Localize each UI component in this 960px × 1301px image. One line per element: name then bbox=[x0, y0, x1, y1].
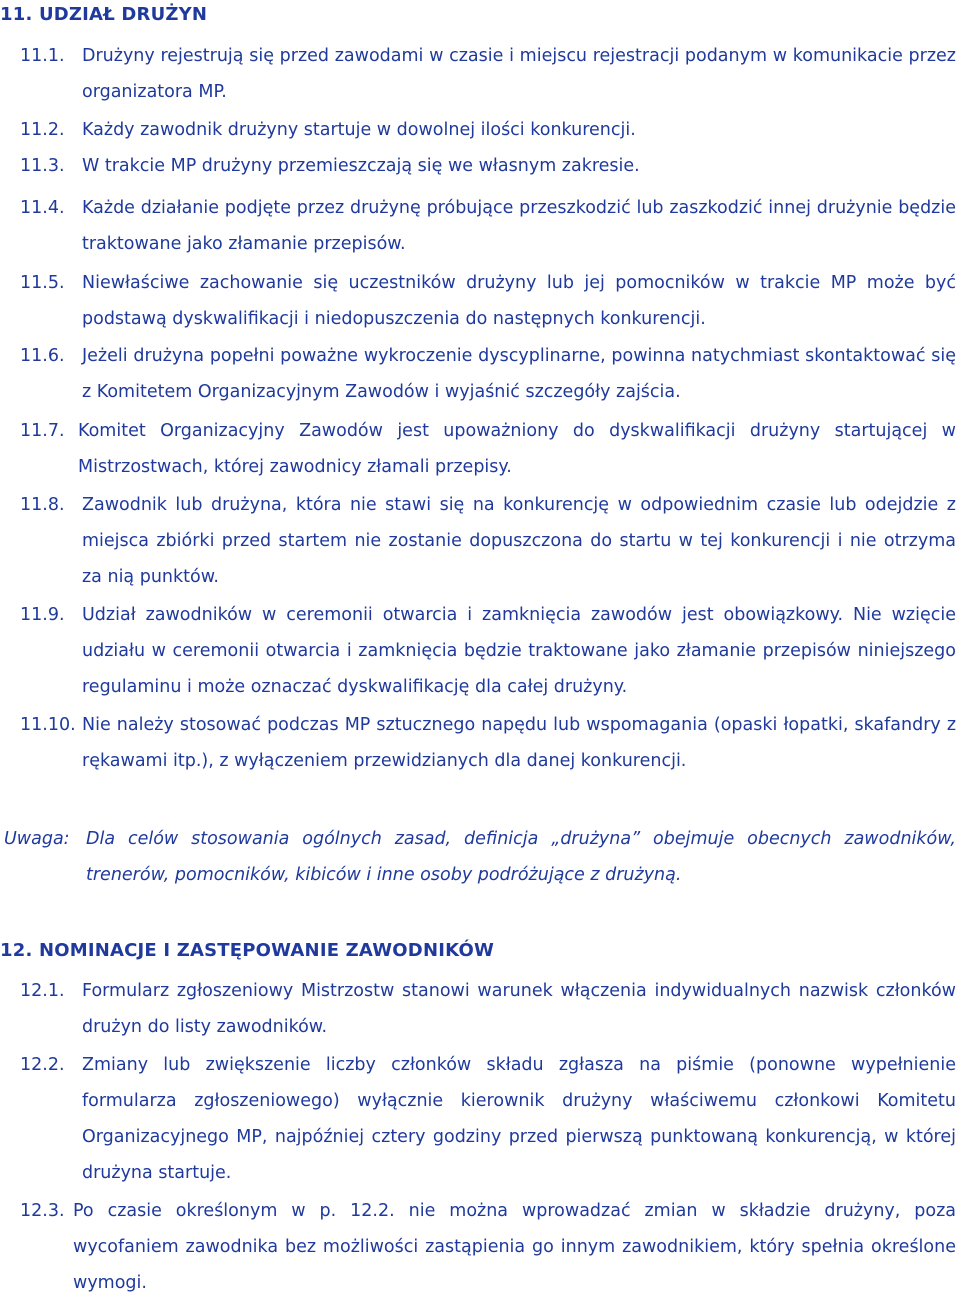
item-text: Formularz zgłoszeniowy Mistrzostw stanowi warunek włączenia indywidualnych nazwisk członków drużyn do listy zawodników. bbox=[82, 981, 956, 1037]
item-text: Komitet Organizacyjny Zawodów jest upoważniony do dyskwalifikacji drużyny startującej w Mistrzostwach, której zawodnicy złamali przepisy. bbox=[78, 421, 956, 477]
item-number: 11.1. bbox=[20, 46, 65, 66]
list-item-11-1 bbox=[20, 38, 956, 110]
item-text: Po czasie określonym w p. 12.2. nie można wprowadzać zmian w składzie drużyny, poza wycofaniem zawodnika bez możliwości zastąpienia go innym zawodnikiem, który spełnia określone wymogi. bbox=[73, 1201, 956, 1293]
item-text: Zawodnik lub drużyna, która nie stawi się na konkurencję w odpowiednim czasie lub odejdzie z miejsca zbiórki przed startem nie zostanie dopuszczona do startu w tej konkurencji i nie otrzyma za nią punktów. bbox=[82, 495, 956, 587]
item-number: 12.1. bbox=[20, 981, 65, 1001]
list-item-11-9 bbox=[20, 597, 956, 705]
item-number: 11.7. bbox=[20, 421, 65, 441]
list-item-12-2 bbox=[20, 1047, 956, 1191]
item-text: W trakcie MP drużyny przemieszczają się we własnym zakresie. bbox=[82, 156, 640, 176]
item-number: 11.2. bbox=[20, 120, 65, 140]
item-text: Każde działanie podjęte przez drużynę próbujące przeszkodzić lub zaszkodzić innej drużynie będzie traktowane jako złamanie przepisów. bbox=[82, 198, 956, 254]
list-item-11-7 bbox=[20, 413, 956, 485]
section-12-heading: 12. NOMINACJE I ZASTĘPOWANIE ZAWODNIKÓW bbox=[0, 940, 495, 961]
item-number: 12.2. bbox=[20, 1055, 65, 1075]
note-label: Uwaga: bbox=[4, 829, 70, 849]
item-text: Jeżeli drużyna popełni poważne wykroczenie dyscyplinarne, powinna natychmiast skontaktować się z Komitetem Organizacyjnym Zawodów i wyjaśnić szczegóły zajścia. bbox=[82, 346, 956, 402]
item-text: Udział zawodników w ceremonii otwarcia i zamknięcia zawodów jest obowiązkowy. Nie wzięcie udziału w ceremonii otwarcia i zamknięcia będzie traktowane jako złamanie przepisów niniejszego regulaminu i może oznaczać dyskwalifikację dla całej drużyny. bbox=[82, 605, 956, 697]
note-block bbox=[0, 821, 956, 893]
item-number: 11.5. bbox=[20, 273, 65, 293]
item-text: Drużyny rejestrują się przed zawodami w czasie i miejscu rejestracji podanym w komunikacie przez organizatora MP. bbox=[82, 46, 956, 102]
item-number: 11.4. bbox=[20, 198, 65, 218]
list-item-12-1 bbox=[20, 973, 956, 1045]
item-number: 11.10. bbox=[20, 715, 76, 735]
list-item-11-2 bbox=[20, 112, 956, 148]
item-number: 12.3. bbox=[20, 1201, 65, 1221]
list-item-11-3 bbox=[20, 148, 956, 184]
list-item-11-4 bbox=[20, 190, 956, 262]
item-text: Zmiany lub zwiększenie liczby członków składu zgłasza na piśmie (ponowne wypełnienie formularza zgłoszeniowego) wyłącznie kierownik drużyny właściwemu członkowi Komitetu Organizacyjnego MP, najpóźniej cztery godziny przed pierwszą punktowaną konkurencją, w której drużyna startuje. bbox=[82, 1055, 956, 1183]
list-item-11-6 bbox=[20, 338, 956, 410]
item-number: 11.6. bbox=[20, 346, 65, 366]
list-item-11-5 bbox=[20, 265, 956, 337]
list-item-11-10 bbox=[20, 707, 956, 779]
list-item-11-8 bbox=[20, 487, 956, 595]
item-text: Niewłaściwe zachowanie się uczestników drużyny lub jej pomocników w trakcie MP może być podstawą dyskwalifikacji i niedopuszczenia do następnych konkurencji. bbox=[82, 273, 956, 329]
item-number: 11.3. bbox=[20, 156, 65, 176]
note-text: Dla celów stosowania ogólnych zasad, definicja „drużyna” obejmuje obecnych zawodników, trenerów, pomocników, kibiców i inne osoby podróżujące z drużyną. bbox=[86, 829, 956, 885]
section-11-heading: 11. UDZIAŁ DRUŻYN bbox=[0, 4, 208, 25]
item-text: Nie należy stosować podczas MP sztucznego napędu lub wspomagania (opaski łopatki, skafandry z rękawami itp.), z wyłączeniem przewidzianych dla danej konkurencji. bbox=[82, 715, 956, 771]
list-item-12-3 bbox=[20, 1193, 956, 1301]
item-number: 11.9. bbox=[20, 605, 65, 625]
item-number: 11.8. bbox=[20, 495, 65, 515]
item-text: Każdy zawodnik drużyny startuje w dowolnej ilości konkurencji. bbox=[82, 120, 636, 140]
